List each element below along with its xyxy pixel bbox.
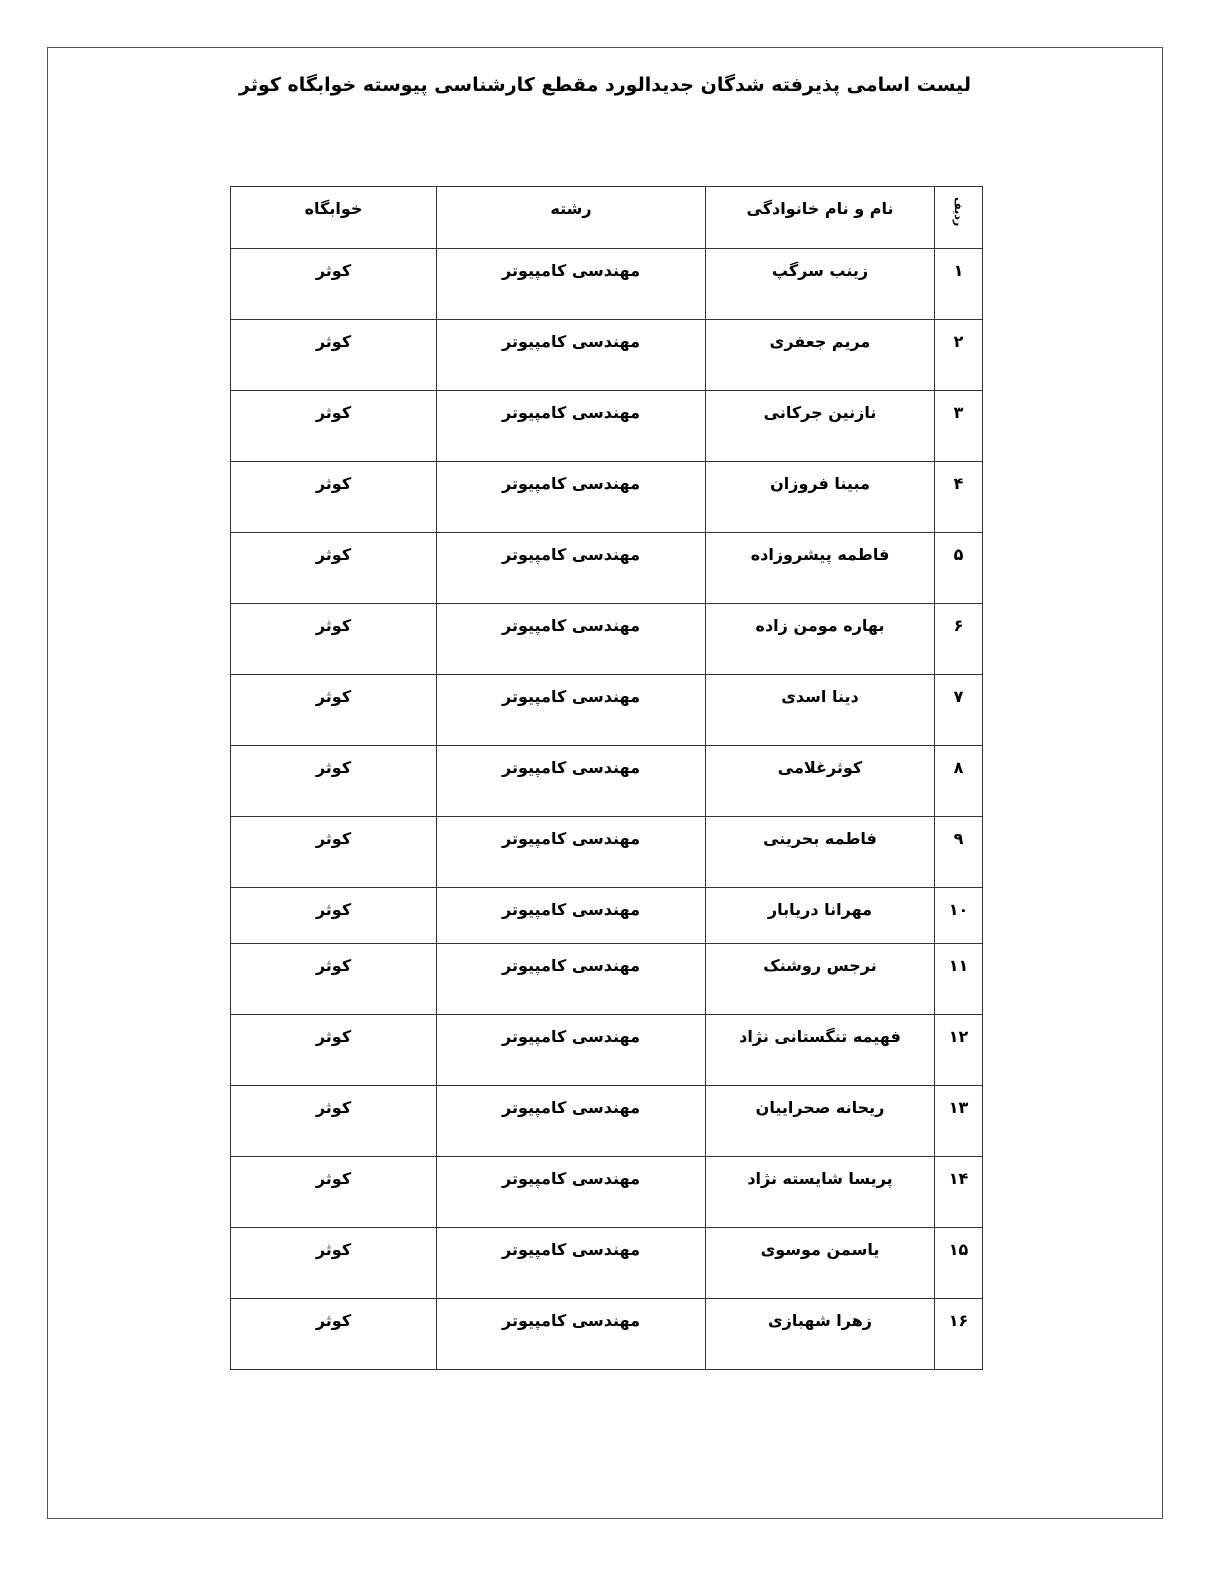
student-name: یاسمن موسوی <box>706 1228 935 1299</box>
student-field: مهندسی کامپیوتر <box>437 1157 706 1228</box>
student-field: مهندسی کامپیوتر <box>437 391 706 462</box>
student-dorm: کوثر <box>231 533 437 604</box>
table-row <box>231 604 983 675</box>
row-number: ۸ <box>935 746 983 817</box>
row-number: ۱۳ <box>935 1086 983 1157</box>
student-dorm: کوثر <box>231 462 437 533</box>
table-row <box>231 1086 983 1157</box>
student-dorm: کوثر <box>231 604 437 675</box>
student-field: مهندسی کامپیوتر <box>437 604 706 675</box>
student-name: فهیمه تنگستانی نژاد <box>706 1015 935 1086</box>
table-row <box>231 1157 983 1228</box>
student-field: مهندسی کامپیوتر <box>437 1015 706 1086</box>
student-field: مهندسی کامپیوتر <box>437 817 706 888</box>
student-name: فاطمه بحرینی <box>706 817 935 888</box>
student-name: نازنین جرکانی <box>706 391 935 462</box>
table-row <box>231 675 983 746</box>
table-row <box>231 1228 983 1299</box>
student-name: ریحانه صحراییان <box>706 1086 935 1157</box>
student-dorm: کوثر <box>231 1228 437 1299</box>
row-number: ۱۵ <box>935 1228 983 1299</box>
student-dorm: کوثر <box>231 391 437 462</box>
student-field: مهندسی کامپیوتر <box>437 675 706 746</box>
student-dorm: کوثر <box>231 817 437 888</box>
table-row <box>231 391 983 462</box>
header-dorm: خوابگاه <box>231 187 437 249</box>
student-dorm: کوثر <box>231 320 437 391</box>
student-dorm: کوثر <box>231 746 437 817</box>
student-dorm: کوثر <box>231 1015 437 1086</box>
row-number: ۹ <box>935 817 983 888</box>
header-name: نام و نام خانوادگی <box>706 187 935 249</box>
student-field: مهندسی کامپیوتر <box>437 1299 706 1370</box>
student-field: مهندسی کامپیوتر <box>437 249 706 320</box>
student-name: مریم جعفری <box>706 320 935 391</box>
row-number: ۷ <box>935 675 983 746</box>
student-name: زهرا شهبازی <box>706 1299 935 1370</box>
table-row <box>231 746 983 817</box>
student-name: فاطمه پیشروزاده <box>706 533 935 604</box>
student-field: مهندسی کامپیوتر <box>437 320 706 391</box>
row-number: ۵ <box>935 533 983 604</box>
header-field: رشته <box>437 187 706 249</box>
student-dorm: کوثر <box>231 1086 437 1157</box>
student-name: نرجس روشنک <box>706 944 935 1015</box>
table-row <box>231 888 983 944</box>
student-name: بهاره مومن زاده <box>706 604 935 675</box>
student-name: مهرانا دریابار <box>706 888 935 944</box>
header-row-number: ردیف <box>935 187 983 249</box>
row-number: ۱۴ <box>935 1157 983 1228</box>
student-field: مهندسی کامپیوتر <box>437 533 706 604</box>
table-row <box>231 1015 983 1086</box>
student-name: دینا اسدی <box>706 675 935 746</box>
table-header-row <box>231 187 983 249</box>
students-table <box>230 186 983 1370</box>
student-dorm: کوثر <box>231 675 437 746</box>
table-row <box>231 533 983 604</box>
student-dorm: کوثر <box>231 888 437 944</box>
table-row <box>231 817 983 888</box>
student-dorm: کوثر <box>231 944 437 1015</box>
row-number: ۴ <box>935 462 983 533</box>
student-name: کوثرغلامی <box>706 746 935 817</box>
table-row <box>231 462 983 533</box>
row-number: ۲ <box>935 320 983 391</box>
student-field: مهندسی کامپیوتر <box>437 746 706 817</box>
student-name: پریسا شایسته نژاد <box>706 1157 935 1228</box>
student-name: مبینا فروزان <box>706 462 935 533</box>
student-field: مهندسی کامپیوتر <box>437 1086 706 1157</box>
row-number: ۱۲ <box>935 1015 983 1086</box>
row-number: ۱۶ <box>935 1299 983 1370</box>
student-name: زینب سرگپ <box>706 249 935 320</box>
student-field: مهندسی کامپیوتر <box>437 1228 706 1299</box>
table-row <box>231 320 983 391</box>
table-row <box>231 1299 983 1370</box>
table-row <box>231 944 983 1015</box>
student-dorm: کوثر <box>231 1299 437 1370</box>
row-number: ۱۱ <box>935 944 983 1015</box>
row-number: ۱ <box>935 249 983 320</box>
student-field: مهندسی کامپیوتر <box>437 888 706 944</box>
student-field: مهندسی کامپیوتر <box>437 462 706 533</box>
student-field: مهندسی کامپیوتر <box>437 944 706 1015</box>
student-dorm: کوثر <box>231 1157 437 1228</box>
student-dorm: کوثر <box>231 249 437 320</box>
row-number: ۶ <box>935 604 983 675</box>
document-title: لیست اسامی پذیرفته شدگان جدیدالورد مقطع کارشناسی پیوسته خوابگاه کوثر <box>239 74 971 96</box>
row-number: ۱۰ <box>935 888 983 944</box>
row-number: ۳ <box>935 391 983 462</box>
table-row <box>231 249 983 320</box>
